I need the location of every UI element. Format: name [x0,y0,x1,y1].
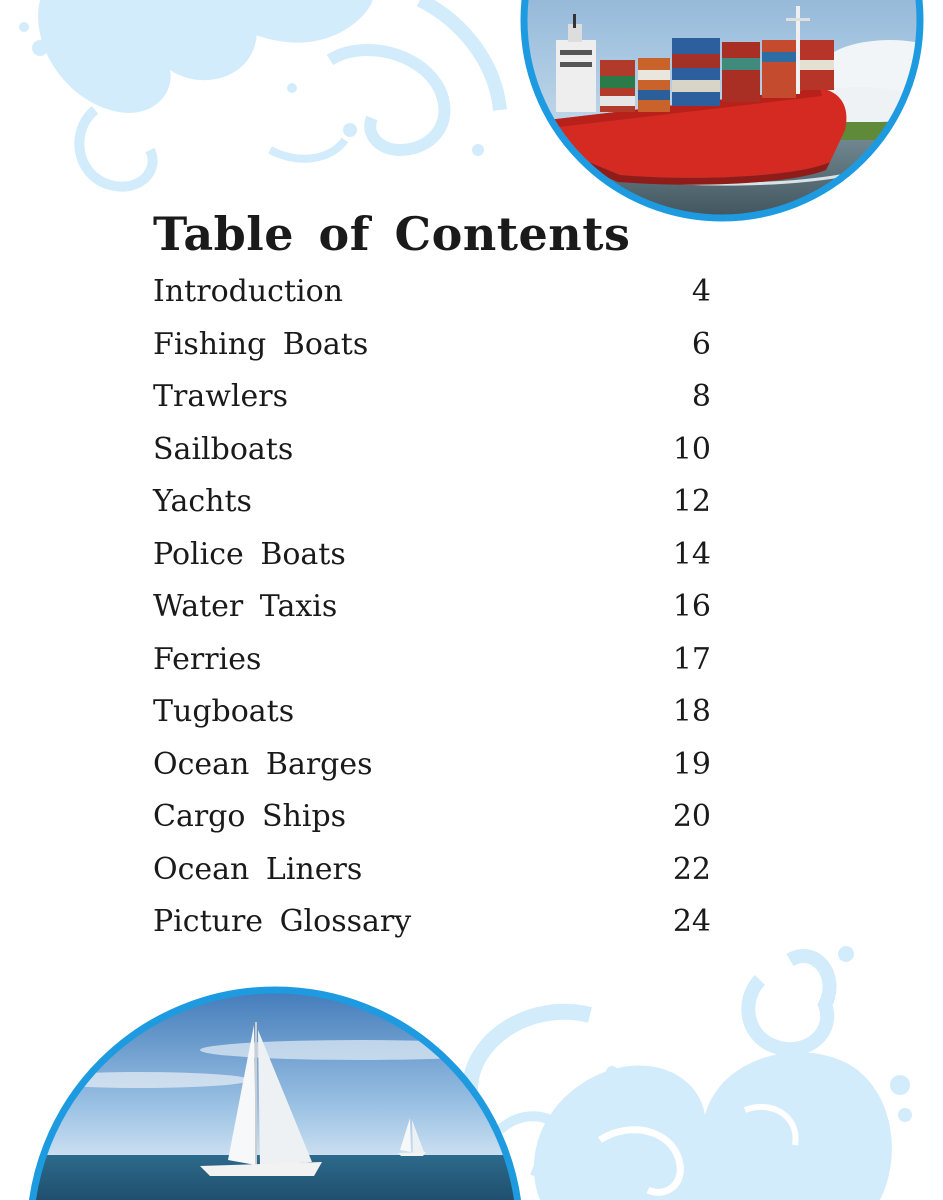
sailboat-photo [20,985,540,1200]
toc-entry-page: 14 [672,536,711,572]
toc-entry-page: 17 [672,641,711,677]
toc-entry-page: 12 [672,484,711,519]
swirl-bottom-right [470,946,912,1200]
toc-entry [153,844,711,897]
toc-entry-page: 8 [691,379,711,414]
toc-entry-page: 6 [691,326,711,362]
toc-entry-page: 16 [672,589,711,624]
toc-entry-label: Sailboats [153,431,294,467]
toc-entry-page: 18 [672,694,711,729]
page-title: Table of Contents [153,207,631,261]
toc-entry-label: Introduction [153,274,343,309]
swirl-top-left [19,0,500,187]
toc-entry [153,476,711,529]
toc-entry-page: 10 [672,431,711,467]
toc-entry-label: Picture Glossary [153,904,412,939]
toc-entry-page: 20 [672,799,711,834]
toc-entry [153,739,711,792]
toc-entry-label: Ocean Liners [153,851,363,887]
toc-entry [153,791,711,844]
toc-entry-page: 4 [691,274,711,309]
toc-entry [153,266,711,319]
toc-entry [153,371,711,424]
toc-entry-label: Ferries [153,641,262,677]
toc-entry-page: 24 [672,904,711,939]
toc-entry [153,424,711,477]
toc-entry-label: Ocean Barges [153,746,373,782]
toc-entry [153,581,711,634]
toc-entry-label: Police Boats [153,536,346,572]
toc-entry [153,634,711,687]
toc-entry [153,529,711,582]
toc-entry-label: Yachts [153,484,252,519]
toc-entry-label: Water Taxis [153,589,338,624]
toc-entry-label: Fishing Boats [153,326,369,362]
toc-entry-label: Trawlers [153,379,288,414]
toc-entry [153,686,711,739]
toc-entry-page: 19 [672,746,711,782]
toc-entry [153,896,711,949]
toc-entry-page: 22 [672,851,711,887]
toc-entry [153,319,711,372]
cargo-ship-photo [520,0,943,230]
toc-entry-label: Tugboats [153,694,295,729]
toc-entry-label: Cargo Ships [153,799,347,834]
toc-list [153,266,711,949]
